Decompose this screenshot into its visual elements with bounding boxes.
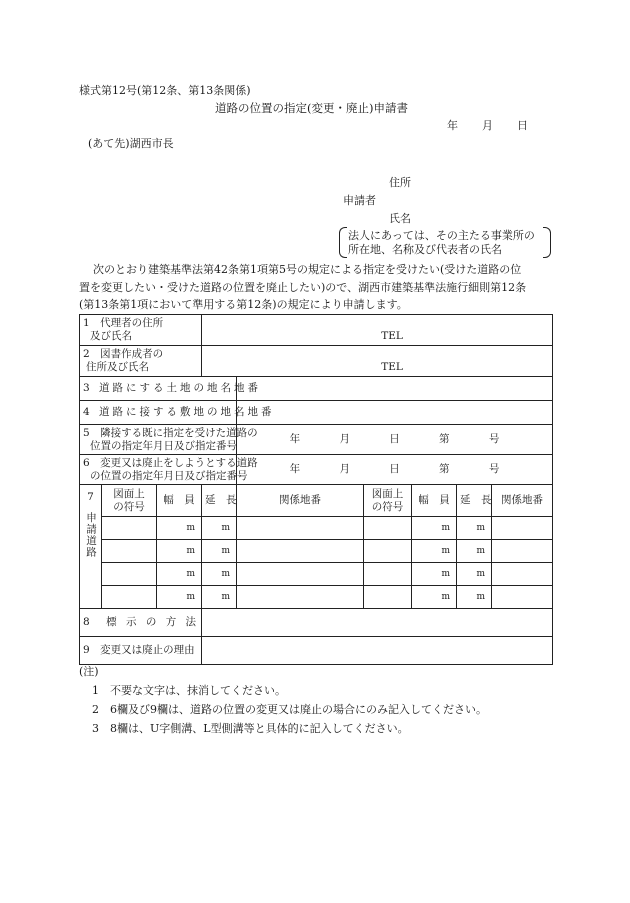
length-header-right: 延 長 — [457, 485, 492, 517]
applicant-label: 申請者 — [343, 194, 376, 207]
row-road-land-lot — [80, 377, 553, 401]
symbol-header-left: 図面上 の符号 — [102, 485, 157, 517]
width-cell-right[interactable]: m — [412, 563, 457, 586]
note-1: 1 不要な文字は、抹消してください。 — [92, 684, 286, 697]
agent-label: 1 代理者の住所 及び氏名 — [80, 315, 202, 346]
lot-cell-right[interactable] — [492, 563, 553, 586]
symbol-cell[interactable] — [102, 586, 157, 609]
symbol-cell[interactable] — [102, 540, 157, 563]
corporate-note-line1: 法人にあっては、その主たる事業所の — [348, 229, 535, 242]
width-cell-right[interactable]: m — [412, 586, 457, 609]
road-spec-row — [80, 586, 553, 609]
body-text-line2: 置を変更したい・受けた道路の位置を廃止したい)ので、湖西市建築基準法施行細則第12条 — [79, 281, 527, 294]
length-cell[interactable]: m — [202, 540, 237, 563]
notes-heading: (注) — [79, 665, 99, 678]
width-header-left: 幅 員 — [157, 485, 202, 517]
note-2: 2 6欄及び9欄は、道路の位置の変更又は廃止の場合にのみ記入してください。 — [92, 703, 487, 716]
date-year: 年 — [447, 119, 458, 132]
row-marking-method — [80, 609, 553, 637]
preparer-value[interactable] — [202, 346, 553, 377]
address-label: 住所 — [389, 176, 411, 189]
width-cell-right[interactable]: m — [412, 540, 457, 563]
symbol-header-right: 図面上 の符号 — [364, 485, 412, 517]
row-adjacent-road-designation — [80, 425, 553, 455]
corporate-note-line2: 所在地、名称及び代表者の氏名 — [348, 243, 502, 256]
change-reason-label: 9 変更又は廃止の理由 — [80, 637, 202, 665]
lot-cell-right[interactable] — [492, 540, 553, 563]
symbol-cell-right[interactable] — [364, 517, 412, 540]
preparer-label: 2 図書作成者の 住所及び氏名 — [80, 346, 202, 377]
row-agent — [80, 315, 553, 346]
note-3: 3 8欄は、U字側溝、L型側溝等と具体的に記入してください。 — [92, 722, 409, 735]
adjacent-road-designation-label: 5 隣接する既に指定を受けた道路の 位置の指定年月日及び指定番号 — [80, 425, 237, 455]
lot-cell[interactable] — [237, 517, 364, 540]
body-text-line3: (第13条第1項において準用する第12条)の規定により申請します。 — [79, 298, 408, 311]
form-number: 様式第12号(第12条、第13条関係) — [79, 84, 251, 97]
lot-cell-right[interactable] — [492, 586, 553, 609]
road-spec-row — [80, 563, 553, 586]
width-cell[interactable]: m — [157, 563, 202, 586]
name-label: 氏名 — [389, 212, 411, 225]
addressee: (あて先)湖西市長 — [88, 137, 174, 150]
length-cell-right[interactable]: m — [457, 517, 492, 540]
adjacent-road-designation-value[interactable]: 年 月 日 第 号 — [237, 425, 553, 455]
road-spec-header — [80, 485, 553, 517]
date-day: 日 — [517, 119, 528, 132]
change-reason-value[interactable] — [202, 637, 553, 665]
lot-cell[interactable] — [237, 586, 364, 609]
marking-method-label: 8 標 示 の 方 法 — [80, 609, 202, 637]
preparer-tel-label: TEL — [381, 361, 403, 373]
adjacent-site-lot-label: 4 道路に接する敷地の地名地番 — [80, 401, 237, 425]
symbol-cell-right[interactable] — [364, 586, 412, 609]
agent-tel-label: TEL — [381, 330, 403, 342]
lot-cell[interactable] — [237, 563, 364, 586]
length-header-left: 延 長 — [202, 485, 237, 517]
lot-cell[interactable] — [237, 540, 364, 563]
lot-header-right: 関係地番 — [492, 485, 553, 517]
length-cell[interactable]: m — [202, 563, 237, 586]
width-cell-right[interactable]: m — [412, 517, 457, 540]
section7-vertical-label: 申請道路 — [85, 512, 97, 558]
row-change-abolish-designation — [80, 455, 553, 485]
length-cell-right[interactable]: m — [457, 586, 492, 609]
lot-header-left: 関係地番 — [237, 485, 364, 517]
road-spec-row — [80, 517, 553, 540]
section7-label: 7 申請道路 — [80, 485, 102, 609]
width-cell[interactable]: m — [157, 540, 202, 563]
length-cell[interactable]: m — [202, 517, 237, 540]
body-text-line1: 次のとおり建築基準法第42条第1項第5号の規定による指定を受けたい(受けた道路の位 — [93, 263, 522, 276]
change-abolish-designation-value[interactable]: 年 月 日 第 号 — [237, 455, 553, 485]
width-header-right: 幅 員 — [412, 485, 457, 517]
length-cell-right[interactable]: m — [457, 540, 492, 563]
road-land-lot-value[interactable] — [237, 377, 553, 401]
row-adjacent-site-lot — [80, 401, 553, 425]
symbol-cell[interactable] — [102, 563, 157, 586]
road-spec-row — [80, 540, 553, 563]
agent-value[interactable] — [202, 315, 553, 346]
symbol-cell-right[interactable] — [364, 563, 412, 586]
symbol-cell[interactable] — [102, 517, 157, 540]
adjacent-site-lot-value[interactable] — [237, 401, 553, 425]
width-cell[interactable]: m — [157, 517, 202, 540]
length-cell[interactable]: m — [202, 586, 237, 609]
width-cell[interactable]: m — [157, 586, 202, 609]
length-cell-right[interactable]: m — [457, 563, 492, 586]
form-title: 道路の位置の指定(変更・廃止)申請書 — [215, 101, 408, 115]
symbol-cell-right[interactable] — [364, 540, 412, 563]
date-month: 月 — [482, 119, 493, 132]
row-change-reason — [80, 637, 553, 665]
change-abolish-designation-label: 6 変更又は廃止をしようとする道路 の位置の指定年月日及び指定番号 — [80, 455, 237, 485]
lot-cell-right[interactable] — [492, 517, 553, 540]
row-document-preparer — [80, 346, 553, 377]
road-land-lot-label: 3 道路にする土地の地名地番 — [80, 377, 237, 401]
marking-method-value[interactable] — [202, 609, 553, 637]
application-table — [79, 314, 553, 665]
